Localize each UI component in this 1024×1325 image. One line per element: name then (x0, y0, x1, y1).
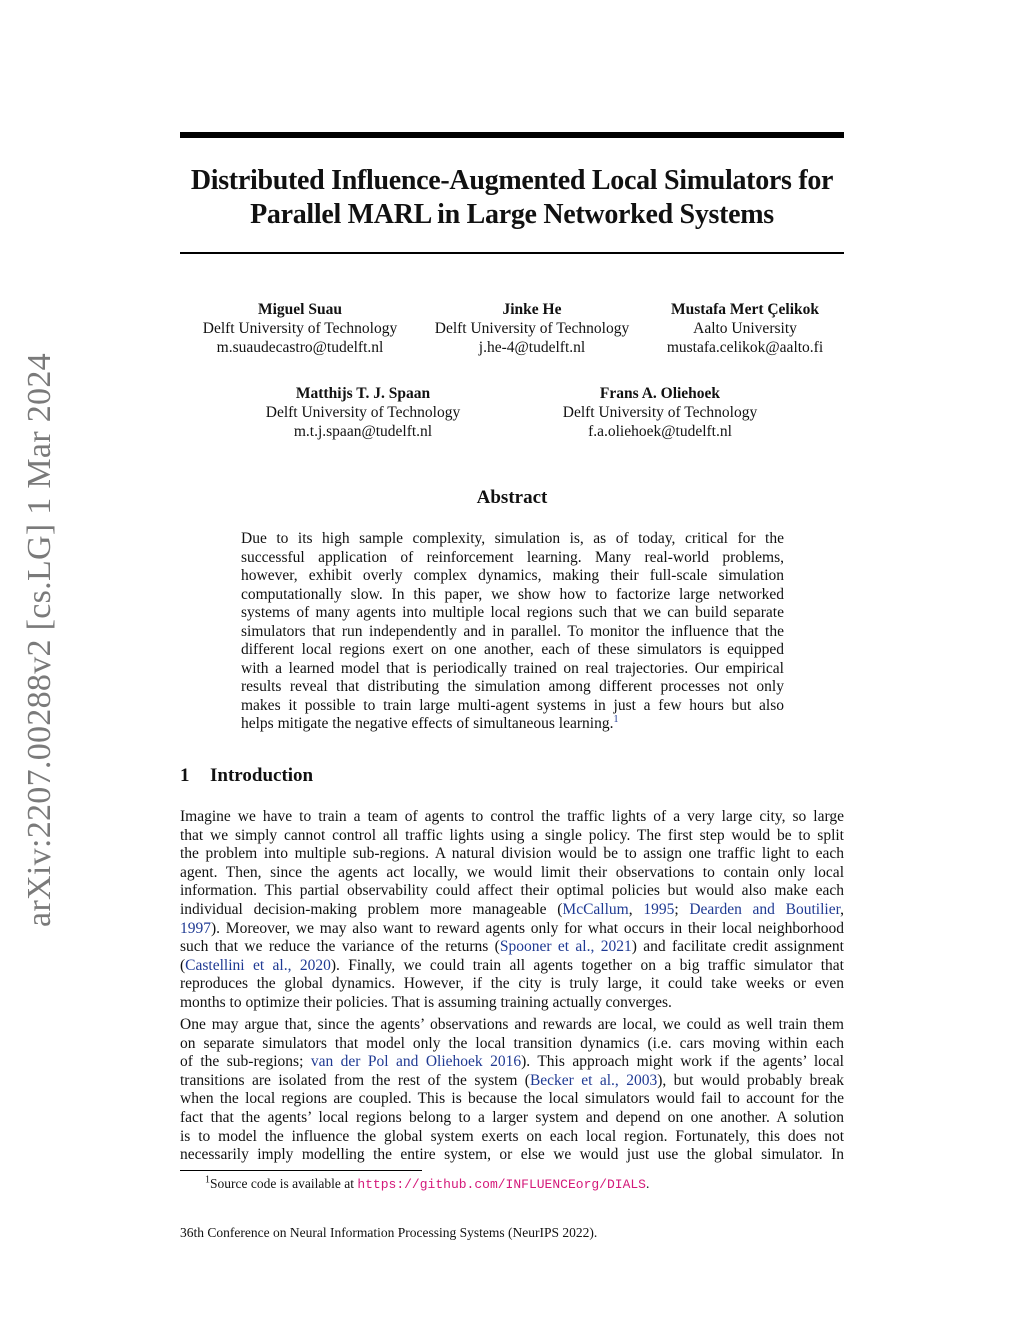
author-affiliation: Aalto University (693, 320, 797, 337)
intro-paragraph-2 (180, 1016, 844, 1165)
body-line: on separate simulators that model only the local transition dynamics (i.e. cars moving within each (180, 1034, 844, 1052)
body-line: is to model the influence the global system exerts on each local region. Fortunately, this does not (180, 1127, 844, 1145)
author-name: Miguel Suau (258, 301, 342, 318)
source-code-url-link[interactable]: https://github.com/INFLUENCEorg/DIALS (357, 1177, 646, 1192)
author-name: Mustafa Mert Çelikok (670, 301, 820, 318)
abstract-line (241, 715, 784, 734)
abstract-body (241, 530, 784, 734)
footnote (205, 1176, 649, 1192)
footnote-mark: 1 (205, 1174, 210, 1186)
body-line (180, 901, 844, 920)
body-line: reproduces the global dynamics. However, if the city is truly large, it could take weeks or even (180, 975, 844, 993)
author-name: Jinke He (502, 301, 562, 318)
citation-link[interactable]: Dearden and Boutilier (689, 900, 841, 918)
body-text: ( (180, 956, 186, 974)
footnote-rule (180, 1170, 422, 1171)
body-line (180, 938, 844, 957)
footnote-text: Source code is available at (210, 1176, 358, 1191)
body-line: agent. Then, since the agents act locally, we would limit their observations to contain only local (180, 863, 844, 881)
title-bottom-rule (180, 252, 844, 254)
author-block (195, 300, 405, 357)
body-line: information. This partial observability could affect their optimal policies but would also make each (180, 882, 844, 900)
body-line (180, 1072, 844, 1091)
section-title: Introduction (210, 765, 314, 786)
footnote-end: . (645, 1176, 650, 1191)
body-line: when the local regions are coupled. This is because the local simulators would fail to account for the (180, 1090, 844, 1108)
footnote-marker-link[interactable]: 1 (613, 713, 619, 725)
body-line (180, 957, 844, 976)
citation-link[interactable]: Becker et al., 2003 (529, 1071, 658, 1089)
author-affiliation: Delft University of Technology (562, 404, 758, 421)
author-name: Frans A. Oliehoek (599, 385, 721, 402)
abstract-line: systems of many agents into multiple local regions such that we can build separate (241, 604, 784, 621)
author-email[interactable]: m.suaudecastro@tudelft.nl (216, 339, 384, 356)
body-line (180, 920, 844, 939)
body-text: , (628, 900, 644, 918)
arxiv-identifier: arXiv:2207.00288v2 [cs.LG] 1 Mar 2024 (21, 353, 58, 927)
body-text: , (840, 900, 845, 918)
body-line: One may argue that, since the agents’ observations and rewards are local, we could as well train them (180, 1016, 844, 1033)
section-number: 1 (180, 765, 190, 786)
author-name: Matthijs T. J. Spaan (295, 385, 431, 402)
author-block (258, 384, 468, 441)
body-line: Imagine we have to train a team of agents to control the traffic lights of a very large city, so large (180, 808, 844, 825)
body-text: such that we reduce the variance of the returns ( (180, 938, 500, 956)
body-text: ) and facilitate credit assignment (631, 938, 844, 956)
citation-link[interactable]: Spooner et al., 2021 (499, 938, 632, 956)
citation-link[interactable]: Castellini et al., 2020 (185, 956, 331, 974)
abstract-line: Due to its high sample complexity, simulation is, as of today, critical for the (241, 530, 784, 547)
title-top-rule (180, 132, 844, 138)
body-text: ; (674, 900, 690, 918)
body-text: ). This approach might work if the agents’ local (521, 1053, 844, 1071)
author-email[interactable]: j.he-4@tudelft.nl (478, 339, 586, 356)
body-text: of the sub-regions; (180, 1053, 311, 1071)
abstract-line: however, exhibit overly complex dynamics, making their full-scale simulation (241, 567, 784, 584)
abstract-line: with a learned model that is periodically trained on real trajectories. Our empirical (241, 659, 784, 677)
abstract-line: makes it possible to train large multi-agent systems in just a few hours but also (241, 696, 784, 714)
body-line: months to optimize their policies. That is assuming training actually converges. (180, 993, 672, 1011)
author-email[interactable]: f.a.oliehoek@tudelft.nl (588, 423, 732, 440)
author-block (555, 384, 765, 441)
author-affiliation: Delft University of Technology (202, 320, 398, 337)
citation-link[interactable]: van der Pol and Oliehoek 2016 (310, 1053, 522, 1071)
abstract-line: results reveal that distributing the simulation among different processes not only (241, 678, 784, 695)
author-email[interactable]: mustafa.celikok@aalto.fi (666, 339, 824, 356)
author-block (427, 300, 637, 357)
abstract-line: successful application of reinforcement learning. Many real-world problems, (241, 548, 784, 566)
author-affiliation: Delft University of Technology (434, 320, 630, 337)
citation-link[interactable]: 1995 (643, 900, 675, 918)
title-line-2: Parallel MARL in Large Networked Systems (250, 199, 774, 230)
abstract-heading: Abstract (476, 487, 548, 508)
body-line: necessarily imply modelling the entire system, or else we would just use the global simulator. In (180, 1146, 844, 1164)
body-text: ). Finally, we could train all agents together on a big traffic simulator that (330, 956, 844, 974)
author-affiliation: Delft University of Technology (265, 404, 461, 421)
abstract-line: computationally slow. In this paper, we show how to factorize large networked (241, 585, 784, 603)
intro-paragraph-1 (180, 808, 844, 1013)
body-text: ), but would probably break (657, 1071, 844, 1089)
body-text: individual decision-making problem more manageable ( (180, 900, 563, 918)
author-block (655, 300, 835, 357)
body-text: ). Moreover, we may also want to reward agents only for what occurs in their local neighborhood (211, 919, 844, 937)
body-line: that we simply cannot control all traffic lights using a single policy. The first step would be to split (180, 826, 844, 844)
paper-title (180, 164, 844, 232)
body-line: fact that the agents’ local regions belong to a larger system and depend on one another. A solution (180, 1108, 844, 1126)
citation-link[interactable]: McCallum (562, 900, 629, 918)
body-line: the problem into multiple sub-regions. A natural division would be to assign one traffic light to each (180, 845, 844, 863)
abstract-line: simulators that run independently and in parallel. To monitor the influence that the (241, 622, 784, 640)
author-email[interactable]: m.t.j.spaan@tudelft.nl (293, 423, 433, 440)
citation-link[interactable]: 1997 (180, 919, 211, 937)
section-heading-introduction (180, 765, 313, 787)
conference-footer: 36th Conference on Neural Information Processing Systems (NeurIPS 2022). (180, 1225, 598, 1240)
body-line (180, 1053, 844, 1072)
body-text: transitions are isolated from the rest of the system ( (180, 1071, 530, 1089)
title-line-1: Distributed Influence-Augmented Local Simulators for (190, 165, 834, 196)
abstract-last-text: helps mitigate the negative effects of simultaneous learning. (241, 715, 614, 732)
abstract-line: different local regions exert on one another, each of these simulators is equipped (241, 641, 784, 658)
